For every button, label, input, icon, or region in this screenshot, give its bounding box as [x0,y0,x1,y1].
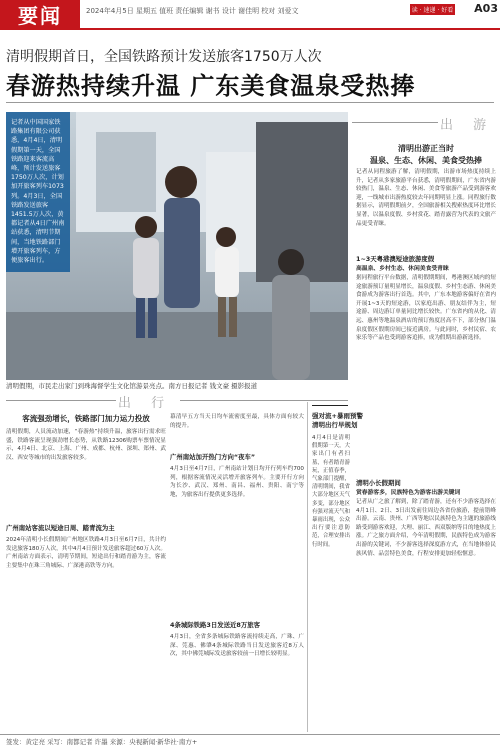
left-column-body-2: 2024年清明小长假期间广州地区铁路4月3日至6月7日，共计约发送旅客180万人次，其中4月4日预计发送旅客超过60万人次。广州南站方面表示，清明节期间，短途出行和踏青游为主，客流主要集中在珠三角城际、广深港高铁等方向。 [6,537,166,569]
page-number: A03 [474,2,498,15]
top-rule [0,28,500,30]
left-column-body-1: 清明假期，人员流动加速，“春游热”持续升温，旅客出行需求旺盛，铁路客流呈现强劲增长态势，从铁路12306购票车票情况显示，4月4日、北京、上海、广州、成都、杭州、深圳、郑州、武汉、西安等城市的出发旅客较多。 [6,429,166,461]
header-info: 2024年4月5日 星期五 值班 责任编辑 谢书 设计 谢佳明 校对 刘爱文 [86,7,299,15]
middle-column-body-1: 4月3日至4月7日，广州南站计划日均开行列车约700列，根据客流情况灵活增开旅客列车。主要开行方向为长沙、武汉、郑州、南昌、福州、贵阳、南宁等地，为旅客出行提供更多选择。 [170,466,304,498]
middle-subheading-1: 广州南站加开热门方向“夜车” [170,453,256,461]
section-tab: 要闻 [0,0,80,28]
right-column-heading: 清明出游正当时 [398,144,454,153]
section-divider [180,400,348,401]
section-title-transport: 出 行 [118,396,173,411]
right-subheading-1b: 高温泉、乡村生态、休闲美食受青睐 [356,266,449,272]
section-divider [352,122,438,123]
headline-divider [6,102,494,103]
middle-column-body-2: 4月3日，全省多条城际铁路客流持续走高，广珠、广深、莞惠、佛肇4条城际铁路当日发送旅客近8万人次，其中佛莞城际发送旅客较前一日增长较明显。 [170,634,304,658]
right-column-body-2: 记者从广之旅了解到，除了踏青游，还有不少游客选择在4月1日、2日、3日出发前往周边各省份旅游，提前错峰出游。云南、贵州、广西等地以民族特色为主题的旅游线路受到游客欢迎，大理、丽江、西双版纳等目的地热度上涨。广之旅方面介绍，今年清明假期，民族特色成为游客出游的关键词，不少游客选择深度游方式，在当地体验民族风情、品尝特色美食，行程安排更加轻松惬意。 [356,499,496,557]
right-column-intro: 记者从同程旅游了解，清明假期，出游市场热度持续上升，记者从多家旅游平台获悉，清明假期间，广东省内游较热门，温泉、生态、休闲、美食等旅游产品受到游客欢迎，一线城市出游热度较去年同期明显上涨。同程旅行数据显示，清明假期前夕，全国旅游相关搜索热度环比增长显著，以温泉度假、乡村赏花、踏青露营为代表的文旅产品更受青睐。 [356,169,496,227]
box-rule [312,405,348,406]
right-column-subheading: 温泉、生态、休闲、美食受热捧 [370,156,482,165]
right-subheading-2b: 赏春游客多，民族特色为游客出游关键词 [356,490,461,496]
headline: 春游热持续升温 广东美食温泉受热捧 [6,72,416,100]
weather-body: 4月4日是清明假期第一天，大家出门有者扫墓，有者踏青游玩，正值春季，气象部门提醒，清明期间，我省大部分地区天气多变，部分地区有强对流天气和暴雨出现，公众出行要注意防范，合理安排出行时间。 [312,435,350,548]
middle-column-lead: 幕清早五方当天日均车流密度至最，具体方面有较大的提升。 [170,414,304,429]
photo-caption: 清明假期，市民走出家门到珠海督学生文化馆游景亮点。南方日报记者 钱文豪 摄影报道 [6,382,258,390]
section-title-travel: 出 游 [440,118,495,133]
editor-badge: 读 · 速递 · 好看 [410,4,455,15]
right-subheading-1: 1~3天粤港澳短途旅游度假 [356,255,435,263]
middle-subheading-2: 4条城际铁路3日发送近8万旅客 [170,621,261,629]
footer-rule [0,734,500,735]
weather-kicker: 强对流+暴雨预警 清明出行早规划 [312,412,363,429]
right-subheading-2: 清明小长假期间 [356,479,401,487]
section-divider [6,400,116,401]
article-kicker: 客流强劲增长，铁路部门加力运力投放 [22,414,150,423]
right-column-body-1: 据同程旅行平台数据，清明假期期间，粤港澳区域内的短途旅游预订量明显增长，温泉度假、乡村生态游、休闲美食游成为游客出行首选。其中，广东本地游客偏好在省内开展1~3天的短途游，以家庭出游、朋友结伴为主，短途游、周边游订单量同比增长较快。广东省内的从化、清远、惠州等地温泉酒店的预订热度居高不下，部分热门温泉度假区假期房间已接近满房。与此同时，乡村民宿、农家乐等产品也受到游客追捧，成为假期出游新选择。 [356,275,496,342]
left-subheading-1: 广州南站客流以短途日周、踏青流为主 [6,524,115,532]
subheadline: 清明假期首日，全国铁路预计发送旅客1750万人次 [6,49,322,65]
footer-credits: 签发：黄定亮 采写：南都记者 许墨 来源：央视新闻·新华社·南方+ [6,738,198,746]
column-divider [307,402,308,732]
photo-overlay-text: 记者从中国国家铁路集团有限公司获悉，4月4日，清明假期第一天，全国铁路迎来客流高峰，预计发送旅客1750万人次，计划加开旅客列车1073列。4月3日，全国铁路发送旅客1451.5万人次，黄都记者从4日广州南站获悉，清明节期间，当地铁路部门增开旅客列车，方便旅客出行。 [6,112,70,272]
